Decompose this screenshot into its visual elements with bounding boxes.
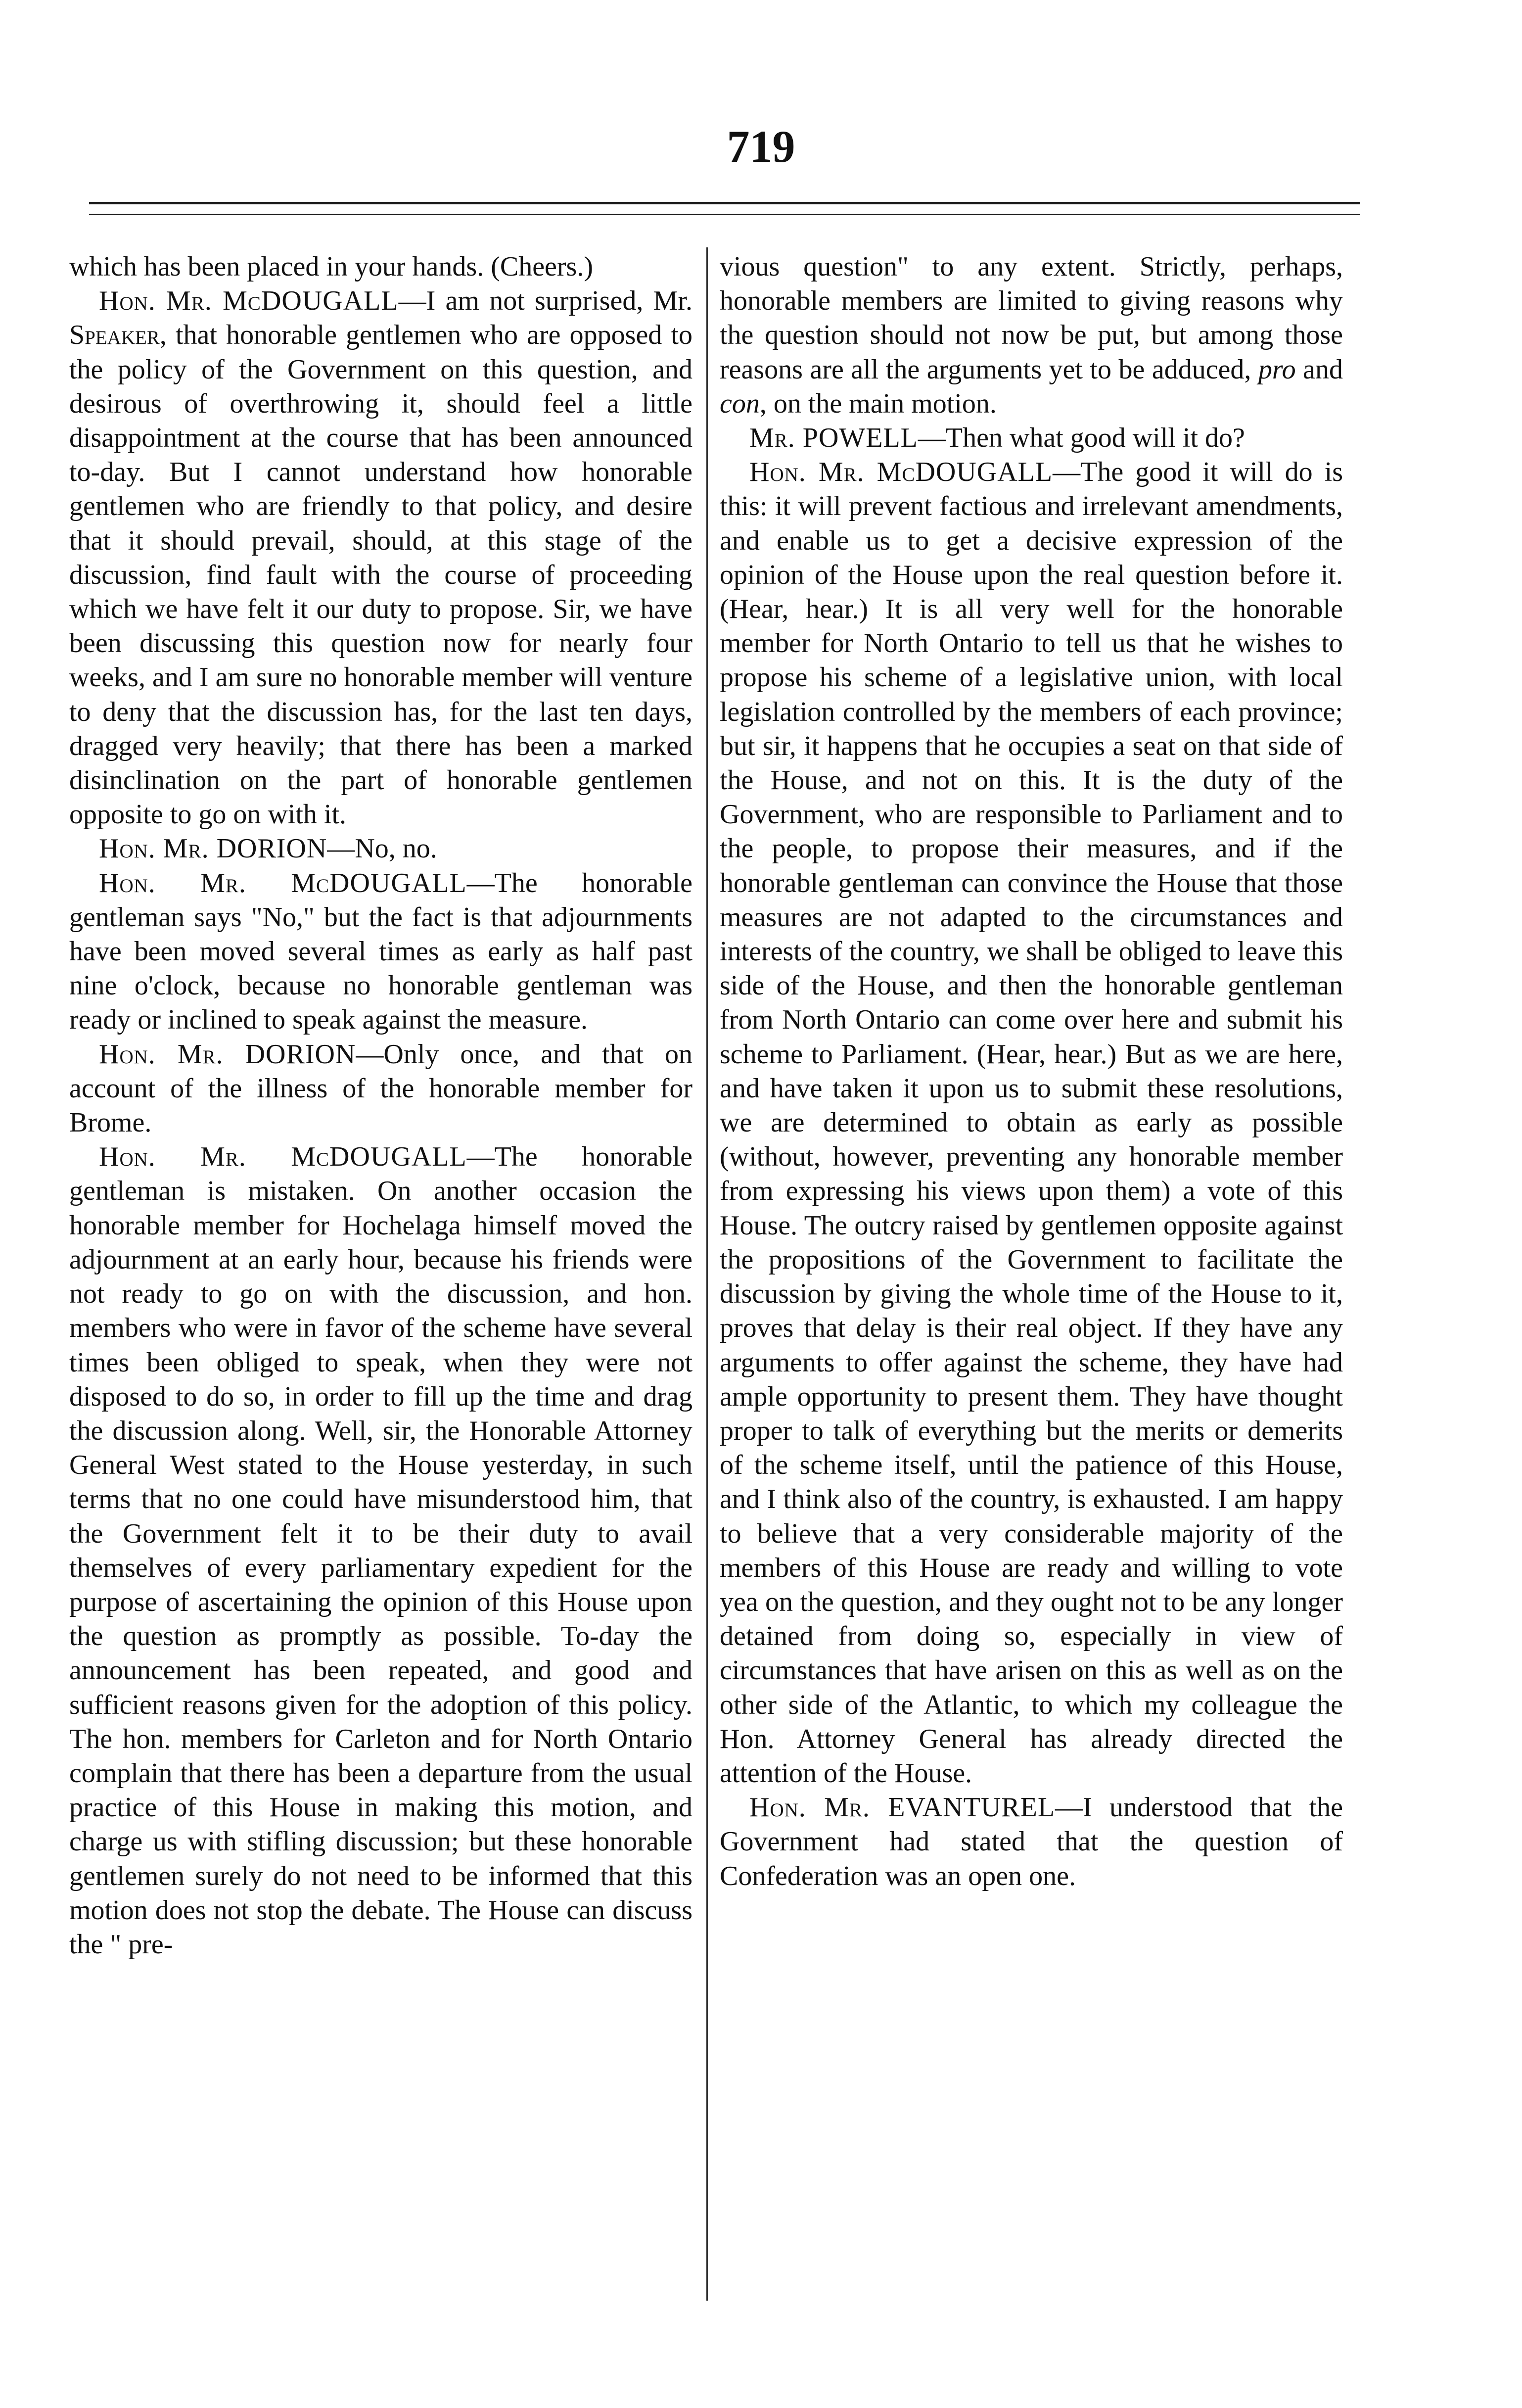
header-rule-thin	[89, 214, 1360, 215]
speech-text: —The good it will do is this: it will prevent factious and irrelevant amendments, and enable us to get a decisive expression of the opinion of the House upon the real question before it. (Hear, hear.) It is all very well for the honorable member for North Ontario to tell us that he wishes to propose his scheme of a legislative union, with local legislation controlled by the members of each province; but sir, it happens that he occupies a seat on that side of the House, and not on this. It is the duty of the Government, who are responsible to Parliament and to the people, to propose their measures, and if the honorable gentleman can convince the House that those measures are not adapted to the circumstances and interests of the country, we shall be obliged to leave this side of the House, and then the honorable gentleman from North Ontario can come over here and submit his scheme to Parliament. (Hear, hear.) But as we are here, and have taken it upon us to submit these resolutions, we are determined to obtain as early as possible (without, however, preventing any honorable member from expressing his views upon them) a vote of this House. The outcry raised by gentlemen opposite against the propositions of the Government to facilitate the discussion by giving the whole time of the House to it, proves that delay is their real object. If they have any arguments to offer against the scheme, they have had ample opportunity to present them. They have thought proper to talk of everything but the merits or demerits of the scheme itself, until the patience of this House, and I think also of the country, is exhausted. I am happy to believe that a very considerable majority of the members of this House are ready and willing to vote yea on the question, and they ought not to be any longer detained from doing so, especially in view of circumstances that have arisen on this as well as on the other side of the Atlantic, to which my colleague the Hon. Attorney General has already directed the attention of the House.	[720, 457, 1343, 1789]
speaker-name: Hon. Mr. DORION	[99, 1039, 356, 1070]
speaker-name: Hon. Mr. DORION	[99, 833, 327, 864]
speaker-name: Mr. POWELL	[749, 423, 918, 454]
speech-paragraph	[720, 455, 1343, 1791]
speaker-reference: Speaker	[69, 320, 160, 351]
speech-paragraph	[69, 1140, 692, 1962]
paragraph	[720, 250, 1343, 421]
page-number: 719	[727, 121, 795, 172]
left-column	[69, 250, 692, 1962]
speaker-name: Hon. Mr. McDOUGALL	[749, 457, 1053, 488]
speech-paragraph	[69, 284, 692, 832]
speech-paragraph	[720, 1791, 1343, 1893]
paragraph-text: vious question" to any extent. Strictly, perhaps, honorable members are limited to giving reasons why the question should not now be put, but among those reasons are all the arguments yet to be adduced,	[720, 251, 1343, 385]
header-rule-thick	[89, 202, 1360, 204]
column-divider	[706, 247, 708, 2301]
speaker-name: Hon. Mr. McDOUGALL	[99, 285, 399, 317]
paragraph-text: and	[1295, 354, 1343, 385]
speech-text: —No, no.	[327, 833, 437, 864]
speaker-name: Hon. Mr. EVANTUREL	[749, 1792, 1056, 1823]
speech-paragraph	[720, 421, 1343, 455]
right-column	[720, 250, 1343, 1893]
paragraph-text: , on the main motion.	[759, 388, 997, 419]
paragraph-text: which has been placed in your hands. (Cheers.)	[69, 251, 593, 282]
speech-paragraph	[69, 1038, 692, 1140]
italic-term: con	[720, 388, 760, 419]
italic-term: pro	[1258, 354, 1296, 385]
speech-text: , that honorable gentlemen who are opposed to the policy of the Government on this question, and desirous of overthrowing it, should feel a little disappointment at the course that has been announced to-day. But I cannot understand how honorable gentlemen who are friendly to that policy, and desire that it should prevail, should, at this stage of the discussion, find fault with the course of proceeding which we have felt it our duty to propose. Sir, we have been discussing this question now for nearly four weeks, and I am sure no honorable member will venture to deny that the discussion has, for the last ten days, dragged very heavily; that there has been a marked disinclination on the part of honorable gentlemen opposite to go on with it.	[69, 320, 692, 830]
speech-text: —The honorable gentleman says "No," but the fact is that adjournments have been moved several times as early as half past nine o'clock, because no honorable gentleman was ready or inclined to speak against the measure.	[69, 867, 692, 1036]
speech-text: —Only once, and that on account of the illness of the honorable member for Brome.	[69, 1039, 693, 1138]
speaker-name: Hon. Mr. McDOUGALL	[99, 1141, 467, 1173]
speech-text: —The honorable gentleman is mistaken. On another occasion the honorable member for Hochelaga himself moved the adjournment at an early hour, because his friends were not ready to go on with the discussion, and hon. members who were in favor of the scheme have several times been obliged to speak, when they were not disposed to do so, in order to fill up the time and drag the discussion along. Well, sir, the Honorable Attorney General West stated to the House yesterday, in such terms that no one could have misunderstood him, that the Government felt it to be their duty to avail themselves of every parliamentary expedient for the purpose of ascertaining the opinion of this House upon the question as promptly as possible. To-day the announcement has been repeated, and good and sufficient reasons given for the adoption of this policy. The hon. members for Carleton and for North Ontario complain that there has been a departure from the usual practice of this House in making this motion, and charge us with stifling discussion; but these honorable gentlemen surely do not need to be informed that this motion does not stop the debate. The House can discuss the " pre-	[69, 1141, 692, 1960]
paragraph	[69, 250, 692, 284]
speech-text: —I understood that the Government had stated that the question of Confederation was an open one.	[720, 1792, 1343, 1891]
speech-text: —I am not surprised, Mr.	[398, 285, 692, 317]
speech-text: —Then what good will it do?	[918, 423, 1245, 454]
speech-paragraph	[69, 866, 692, 1038]
speech-paragraph	[69, 832, 692, 866]
speaker-name: Hon. Mr. McDOUGALL	[99, 867, 467, 898]
